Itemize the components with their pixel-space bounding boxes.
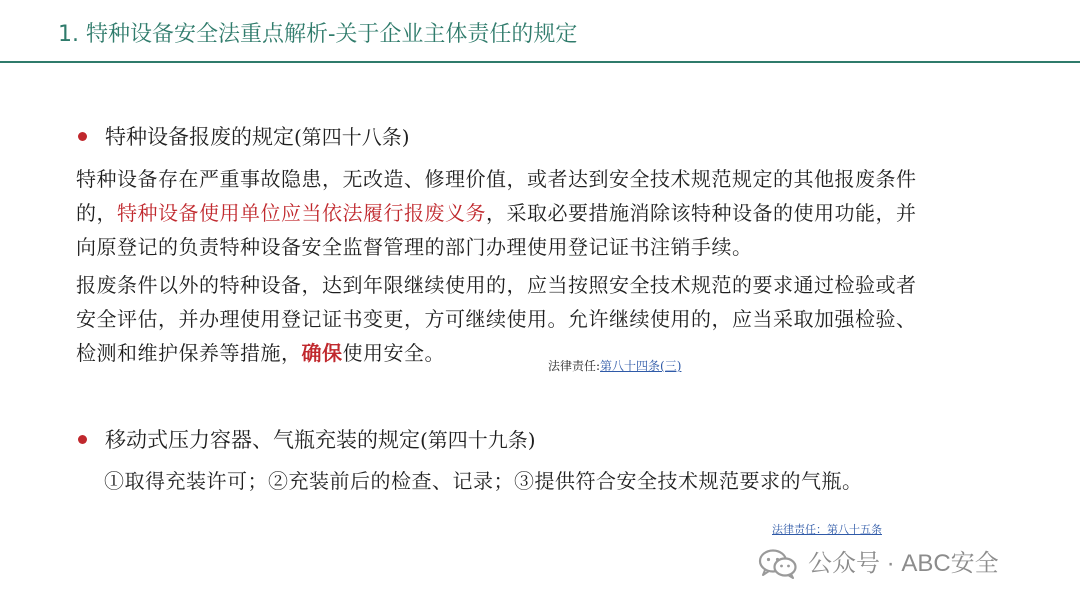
paragraph-line: 安全评估，并办理使用登记证书变更，方可继续使用。允许继续使用的，应当采取加强检验、 — [76, 307, 917, 331]
slide-title-main: 1. 特种设备安全法重点解析 — [58, 22, 328, 47]
legal-liability-link-84[interactable]: 第八十四条(三) — [600, 359, 682, 373]
legal-liability-label: 法律责任: — [548, 359, 601, 373]
section-heading-scrap-text — [105, 122, 410, 152]
section-heading-scrap-article: (第四十八条) — [294, 125, 410, 149]
watermark-text: 公众号 · ABC安全 — [808, 550, 999, 577]
paragraph-line: 特种设备存在严重事故隐患，无改造、修理价值，或者达到安全技术规范规定的其他报废条件 — [76, 167, 917, 191]
paragraph-text: 使用安全。 — [342, 341, 445, 365]
paragraph-line — [76, 196, 1021, 230]
section-heading-filling-title: 移动式压力容器、气瓶充装的规定 — [105, 428, 420, 452]
emphasis-text: 确保 — [301, 341, 343, 365]
wechat-icon — [758, 549, 798, 579]
legal-liability-ref-84 — [548, 357, 681, 374]
section-heading-scrap-title: 特种设备报废的规定 — [105, 125, 294, 149]
emphasis-text: 特种设备使用单位应当依法履行报废义务 — [117, 201, 486, 225]
paragraph-line: 报废条件以外的特种设备，达到年限继续使用的，应当按照安全技术规范的要求通过检验或者 — [76, 273, 917, 297]
filling-requirements: ①取得充装许可；②充装前后的检查、记录；③提供符合安全技术规范要求的气瓶。 — [104, 469, 863, 493]
slide-header — [0, 0, 1080, 62]
section-heading-filling-text — [105, 425, 536, 455]
slide-title-sub: -关于企业主体责任的规定 — [327, 22, 578, 47]
bullet-dot-icon — [78, 132, 87, 141]
paragraph-continued-use — [76, 268, 1021, 370]
slide-title — [58, 20, 577, 50]
paragraph-line: 向原登记的负责特种设备安全监督管理的部门办理使用登记证书注销手续。 — [76, 235, 753, 259]
header-divider — [0, 61, 1080, 63]
paragraph-text: 检测和维护保养等措施， — [76, 341, 302, 365]
paragraph-scrap-obligation — [76, 162, 1021, 264]
bullet-dot-icon — [78, 435, 87, 444]
paragraph-text: ，采取必要措施消除该特种设备的使用功能，并 — [486, 201, 917, 225]
paragraph-text: 的， — [76, 201, 117, 225]
legal-liability-link-85[interactable]: 法律责任：第八十五条 — [772, 523, 882, 536]
section-heading-filling-article: (第四十九条) — [420, 428, 536, 452]
